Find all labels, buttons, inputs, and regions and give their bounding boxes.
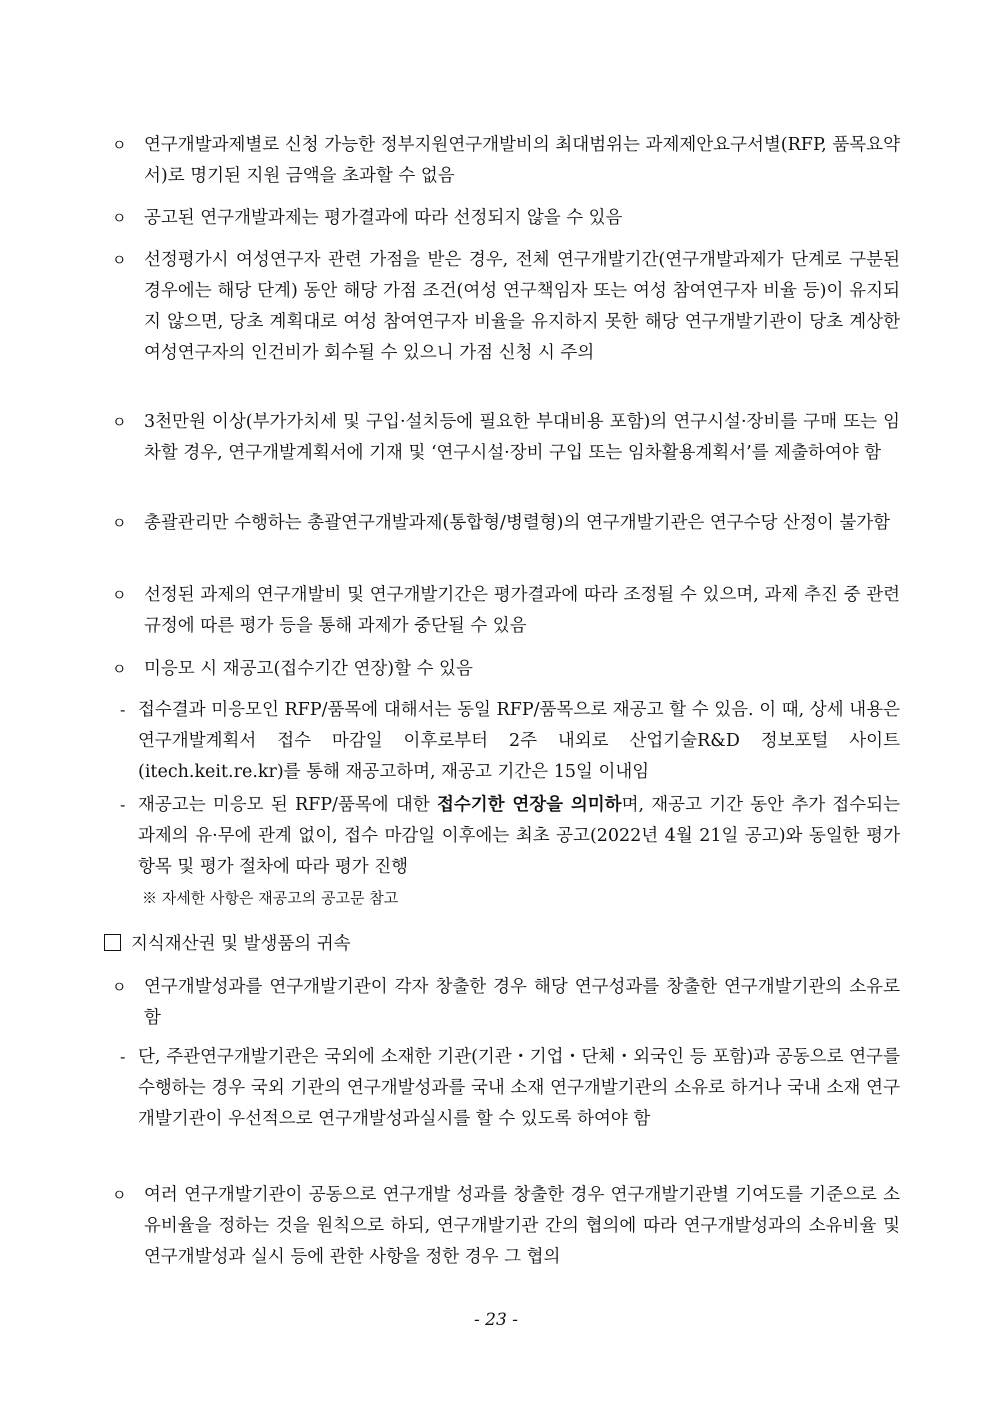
bullet-text: 3천만원 이상(부가가치세 및 구입·설치등에 필요한 부대비용 포함)의 연구시설·장비를 구매 또는 임차할 경우, 연구개발계획서에 기재 및 ‘연구시설·장비 구입 또는 임차활용계획서’를 제출하여야 함 [144, 412, 900, 463]
dash-text: 접수결과 미응모인 RFP/품목에 대해서는 동일 RFP/품목으로 재공고 할 수 있음. 이 때, 상세 내용은 연구개발계획서 접수 마감일 이후로부터 2주 내외로 산업기술R&D 정보포털 사이트(itech.keit.re.kr)를 통해 재공고하며, 재공고 기간은 15일 이내임 [138, 700, 900, 782]
bullet-item [112, 245, 900, 369]
bullet-item [112, 130, 900, 192]
bullet-item [112, 508, 900, 539]
bullet-mark: ㅇ [112, 136, 127, 154]
bullet-text: 선정평가시 여성연구자 관련 가점을 받은 경우, 전체 연구개발기간(연구개발과제가 단계로 구분된 경우에는 해당 단계) 동안 해당 가점 조건(여성 연구책임자 또는 여성 참여연구자 비율 등)이 유지되지 않으면, 당초 계획대로 여성 참여연구자 비율을 유지하지 못한 해당 연구개발기관이 당초 계상한 여성연구자의 인건비가 회수될 수 있으니 가점 신청 시 주의 [144, 250, 900, 363]
bullet-item [112, 580, 900, 642]
section-title: 지식재산권 및 발생품의 귀속 [131, 934, 351, 954]
dash-mark: - [120, 1048, 126, 1066]
bullet-text: 연구개발과제별로 신청 가능한 정부지원연구개발비의 최대범위는 과제제안요구서별(RFP, 품목요약서)로 명기된 지원 금액을 초과할 수 없음 [144, 135, 900, 186]
bullet-mark: ㅇ [112, 660, 127, 678]
bullet-mark: ㅇ [112, 514, 127, 532]
checkbox-square-icon [104, 934, 121, 951]
dash-text [138, 790, 900, 883]
bullet-item [112, 972, 900, 1034]
dash-item [120, 695, 900, 788]
bullet-text: 여러 연구개발기관이 공동으로 연구개발 성과를 창출한 경우 연구개발기관별 기여도를 기준으로 소유비율을 정하는 것을 원칙으로 하되, 연구개발기관 간의 협의에 따라 연구개발성과의 소유비율 및 연구개발성과 실시 등에 관한 사항을 정한 경우 그 협의 [144, 1185, 900, 1267]
reference-note: ※ 자세한 사항은 재공고의 공고문 참고 [142, 889, 399, 907]
bullet-item [112, 1180, 900, 1273]
bullet-text: 미응모 시 재공고(접수기간 연장)할 수 있음 [144, 659, 473, 679]
dash-text-end: 며, 재공고 기간 동안 추가 접수되는 과제의 유·무에 관계 없이, 접수 마감일 이후에는 최초 공고(2022년 4월 21일 공고)와 동일한 평가 항목 및 평가 절차에 따라 평가 진행 [138, 795, 900, 877]
bullet-text: 연구개발성과를 연구개발기관이 각자 창출한 경우 해당 연구성과를 창출한 연구개발기관의 소유로 함 [144, 977, 900, 1028]
dash-item [120, 790, 900, 883]
bullet-item [112, 407, 900, 469]
bullet-mark: ㅇ [112, 251, 127, 269]
dash-mark: - [120, 796, 126, 814]
dash-text-start: 재공고는 미응모 된 RFP/품목에 대한 [138, 795, 437, 815]
dash-mark: - [120, 701, 126, 719]
dash-text: 단, 주관연구개발기관은 국외에 소재한 기관(기관・기업・단체・외국인 등 포함)과 공동으로 연구를 수행하는 경우 국외 기관의 연구개발성과를 국내 소재 연구개발기관의 소유로 하거나 국내 소재 연구개발기관이 우선적으로 연구개발성과실시를 할 수 있도록 하여야 함 [138, 1047, 900, 1129]
bullet-item [112, 203, 900, 234]
dash-item [120, 1042, 900, 1135]
bullet-item [112, 654, 900, 685]
bullet-mark: ㅇ [112, 978, 127, 996]
bullet-mark: ㅇ [112, 1186, 127, 1204]
bullet-text: 공고된 연구개발과제는 평가결과에 따라 선정되지 않을 수 있음 [144, 208, 623, 228]
emphasis-text: 접수기한 연장을 의미하 [436, 795, 622, 815]
section-heading [104, 930, 351, 958]
bullet-mark: ㅇ [112, 209, 127, 227]
bullet-text: 총괄관리만 수행하는 총괄연구개발과제(통합형/병렬형)의 연구개발기관은 연구수당 산정이 불가함 [144, 513, 891, 533]
bullet-mark: ㅇ [112, 586, 127, 604]
bullet-mark: ㅇ [112, 413, 127, 431]
page-number: - 23 - [474, 1310, 518, 1330]
bullet-text: 선정된 과제의 연구개발비 및 연구개발기간은 평가결과에 따라 조정될 수 있으며, 과제 추진 중 관련 규정에 따른 평가 등을 통해 과제가 중단될 수 있음 [144, 585, 900, 636]
